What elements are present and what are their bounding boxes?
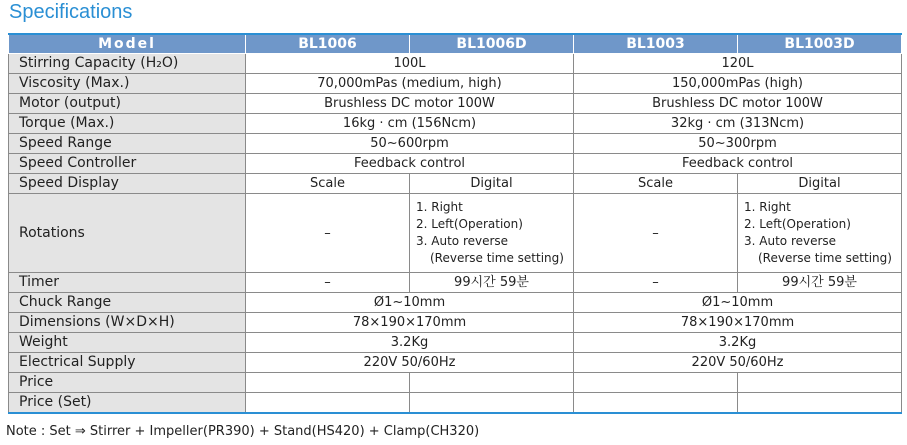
cell-empty [574, 373, 738, 393]
cell-value: Scale [574, 174, 738, 194]
cell-empty [246, 373, 410, 393]
cell-value: Digital [738, 174, 902, 194]
row-rotations [9, 194, 902, 273]
row-label: Timer [9, 273, 246, 293]
rotation-item: 1. Right [416, 200, 463, 214]
row-label: Viscosity (Max.) [9, 74, 246, 94]
row-speed-controller [9, 154, 902, 174]
cell-value: Scale [246, 174, 410, 194]
cell-value: 150,000mPas (high) [574, 74, 902, 94]
row-label: Torque (Max.) [9, 114, 246, 134]
row-label: Motor (output) [9, 94, 246, 114]
row-speed-range [9, 134, 902, 154]
row-label: Chuck Range [9, 293, 246, 313]
specifications-table [8, 33, 902, 414]
row-label: Price (Set) [9, 393, 246, 414]
cell-rotations-list [410, 194, 574, 273]
rotation-item: 1. Right [744, 200, 791, 214]
row-electrical-supply [9, 353, 902, 373]
row-label: Speed Range [9, 134, 246, 154]
header-row [9, 34, 902, 54]
row-label: Speed Display [9, 174, 246, 194]
row-weight [9, 333, 902, 353]
row-viscosity [9, 74, 902, 94]
row-motor [9, 94, 902, 114]
cell-value: 120L [574, 54, 902, 74]
cell-value: 99시간 59분 [410, 273, 574, 293]
row-label: Stirring Capacity (H₂O) [9, 54, 246, 74]
header-bl1006d: BL1006D [410, 34, 574, 54]
row-price [9, 373, 902, 393]
cell-value: 220V 50/60Hz [246, 353, 574, 373]
cell-value: Brushless DC motor 100W [246, 94, 574, 114]
cell-empty [410, 373, 574, 393]
cell-value: 100L [246, 54, 574, 74]
row-label: Price [9, 373, 246, 393]
cell-value: 3.2Kg [574, 333, 902, 353]
cell-value: 70,000mPas (medium, high) [246, 74, 574, 94]
row-timer [9, 273, 902, 293]
rotation-item: 3. Auto reverse [744, 234, 837, 248]
rotation-item: 3. Auto reverse [416, 234, 509, 248]
cell-value: Ø1~10mm [574, 293, 902, 313]
cell-value: 16kg · cm (156Ncm) [246, 114, 574, 134]
cell-value: – [246, 273, 410, 293]
cell-value: – [574, 273, 738, 293]
rotation-item: (Reverse time setting) [758, 251, 892, 265]
row-speed-display [9, 174, 902, 194]
cell-value: Ø1~10mm [246, 293, 574, 313]
header-bl1003d: BL1003D [738, 34, 902, 54]
row-label: Weight [9, 333, 246, 353]
row-dimensions [9, 313, 902, 333]
footnote: Note : Set ⇒ Stirrer + Impeller(PR390) + Stand(HS420) + Clamp(CH320) [6, 424, 480, 439]
row-price-set [9, 393, 902, 414]
cell-value: 3.2Kg [246, 333, 574, 353]
cell-value: 78×190×170mm [574, 313, 902, 333]
row-label: Speed Controller [9, 154, 246, 174]
row-stirring-capacity [9, 54, 902, 74]
cell-value: 32kg · cm (313Ncm) [574, 114, 902, 134]
header-bl1006: BL1006 [246, 34, 410, 54]
cell-empty [738, 393, 902, 414]
cell-value: 220V 50/60Hz [574, 353, 902, 373]
header-model: Model [9, 34, 246, 54]
rotation-item: 2. Left(Operation) [744, 217, 851, 231]
row-torque [9, 114, 902, 134]
cell-empty [410, 393, 574, 414]
header-bl1003: BL1003 [574, 34, 738, 54]
cell-value: – [574, 194, 738, 273]
cell-value: Feedback control [246, 154, 574, 174]
cell-value: 50~600rpm [246, 134, 574, 154]
cell-value: – [246, 194, 410, 273]
cell-rotations-list [738, 194, 902, 273]
cell-value: 99시간 59분 [738, 273, 902, 293]
page-title: Specifications [9, 1, 133, 23]
cell-value: Digital [410, 174, 574, 194]
rotation-item: 2. Left(Operation) [416, 217, 523, 231]
rotation-item: (Reverse time setting) [430, 251, 564, 265]
cell-value: 50~300rpm [574, 134, 902, 154]
row-chuck-range [9, 293, 902, 313]
row-label: Dimensions (W×D×H) [9, 313, 246, 333]
cell-value: Brushless DC motor 100W [574, 94, 902, 114]
row-label: Rotations [9, 194, 246, 273]
cell-value: Feedback control [574, 154, 902, 174]
cell-empty [738, 373, 902, 393]
cell-value: 78×190×170mm [246, 313, 574, 333]
cell-empty [574, 393, 738, 414]
cell-empty [246, 393, 410, 414]
row-label: Electrical Supply [9, 353, 246, 373]
